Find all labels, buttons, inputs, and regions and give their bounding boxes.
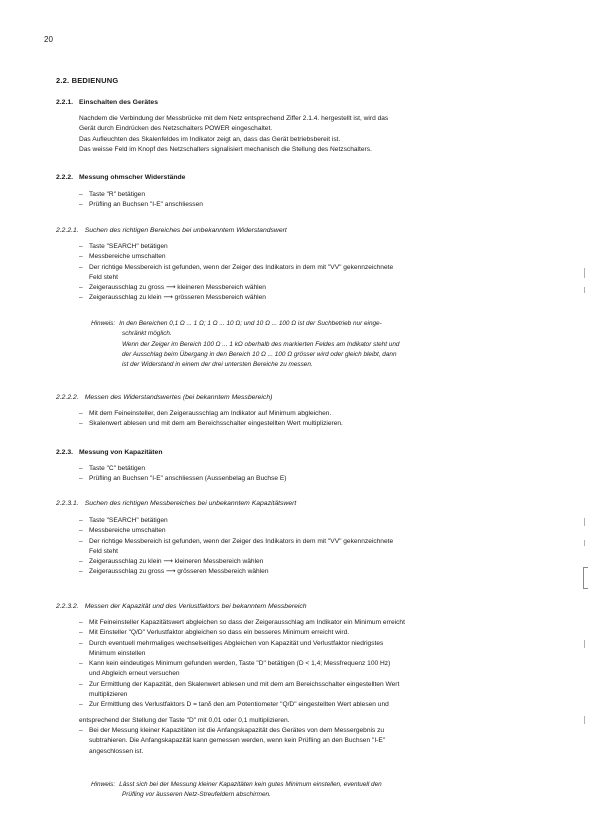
heading-2-2-3-1 [56, 499, 556, 509]
note-line: schränkt möglich. [122, 330, 172, 338]
list-item-text: Zur Ermittlung des Verlustfaktors D = tanδ den am Potentiometer "Q/D" eingestellten Wert ablesen und [89, 701, 389, 709]
note-2-2-2-1 [91, 319, 546, 370]
text-line: Gerät durch Eindrücken des Netzschalters POWER eingeschaltet. [79, 125, 273, 133]
list-item: – Prüfling an Buchsen "I-E" anschliessen [79, 200, 549, 210]
list-item [79, 680, 549, 701]
list-item [79, 659, 549, 680]
scan-mark [584, 518, 585, 526]
list-item: – Taste "C" betätigen [79, 464, 549, 474]
list-item-continuation: entsprechend der Stellung der Taste "D" mit 0,01 oder 0,1 multiplizieren. [79, 716, 290, 724]
heading-number: 2.2.2. [56, 174, 74, 181]
page-number: 20 [44, 35, 53, 44]
list-item-text: Zur Ermittlung der Kapazität, den Skalenwert ablesen und mit dem am Bereichsschalter eingestellten Wert [89, 680, 400, 688]
heading-text: Einschalten des Gerätes [79, 99, 158, 106]
list-item: – Taste "SEARCH" betätigen [79, 516, 549, 526]
heading-text: Messung von Kapazitäten [79, 449, 163, 456]
list-item-text: Der richtige Messbereich ist gefunden, wenn der Zeiger des Indikators in dem mit "VV" gekennzeichnete [89, 263, 394, 271]
list-item-continuation: Feld steht [89, 547, 118, 555]
list-item-text: Der richtige Messbereich ist gefunden, wenn der Zeiger des Indikators in dem mit "VV" gekennzeichnete [89, 537, 394, 545]
text-line: Das weisse Feld im Knopf des Netzschalters signalisiert mechanisch die Stellung des Netzschalters. [79, 145, 372, 153]
list-2-2-2 [79, 190, 549, 211]
list-item: – Taste "R" betätigen [79, 190, 549, 200]
list-2-2-3-1 [79, 516, 549, 578]
note-line: Prüfling vor äusseren Netz-Streufeldern abschirmen. [122, 791, 271, 799]
heading-2-2-2 [56, 173, 556, 183]
list-item-continuation: und Abgleich erneut versuchen [89, 670, 180, 678]
list-item: – Mit Einsteller "Q/D" Verlustfaktor abgleichen so dass ein besseres Minimum erreicht wird. [79, 628, 549, 638]
list-2-2-3 [79, 464, 549, 485]
heading-2-2-2-1 [56, 226, 556, 236]
list-item: – Mit dem Feineinsteller, den Zeigerausschlag am Indikator auf Minimum abgleichen. [79, 409, 549, 419]
heading-number: 2.2.2.1. [56, 227, 79, 234]
list-item: – Zeigerausschlag zu klein ⟶ kleineren Messbereich wählen [79, 557, 549, 567]
list-item-text: Kann kein eindeutiges Minimum gefunden werden, Taste "D" betätigen (D < 1,4; Messfrequenz 100 Hz) [89, 660, 391, 668]
note-line: In den Bereichen 0,1 Ω ... 1 Ω; 1 Ω ... 10 Ω; und 10 Ω ... 100 Ω ist der Suchbetrieb nur einge- [119, 320, 382, 327]
heading-text: Messen des Widerstandswertes (bei bekanntem Messbereich) [84, 394, 273, 401]
list-item: – Mit Feineinsteller Kapazitätswert abgleichen so dass der Zeigerausschlag am Indikator ein Minimum erreicht [79, 618, 549, 628]
list-item: – Taste "SEARCH" betätigen [79, 242, 549, 252]
list-item: – Prüfling an Buchsen "I-E" anschliessen (Aussenbelag an Buchse E) [79, 474, 549, 484]
scan-mark [584, 287, 585, 293]
list-item [79, 639, 549, 660]
heading-2-2-2-2 [56, 393, 556, 403]
list-item: – Zeigerausschlag zu gross ⟶ grösseren Messbereich wählen [79, 567, 549, 577]
list-item: – Zeigerausschlag zu gross ⟶ kleineren Messbereich wählen [79, 283, 549, 293]
list-item-continuation: angeschlossen ist. [89, 747, 144, 755]
list-item [79, 263, 549, 284]
scan-mark [584, 268, 585, 278]
heading-number: 2.2.3.1. [56, 500, 79, 507]
list-item: – Zeigerausschlag zu klein ⟶ grösseren Messbereich wählen [79, 293, 549, 303]
scan-mark [584, 640, 585, 648]
list-item [79, 700, 549, 726]
note-line: der Ausschlag beim Übergang in den Bereich 10 Ω ... 100 Ω grösser wird oder gleich bleibt, dann [122, 350, 397, 358]
list-item [79, 537, 549, 558]
section-title: 2.2. BEDIENUNG [56, 76, 119, 85]
heading-text: Suchen des richtigen Bereiches bei unbekanntem Widerstandswert [84, 227, 287, 234]
list-2-2-3-2 [79, 618, 549, 757]
margin-bracket [583, 567, 588, 589]
note-line: Wenn der Zeiger im Bereich 100 Ω ... 1 kΩ oberhalb des markierten Feldes am Indikator steht und [122, 340, 400, 348]
note-2-2-3-2 [91, 780, 546, 801]
list-item-continuation: Feld steht [89, 273, 118, 281]
list-item-continuation: subtrahieren. Die Anfangskapazität kann gemessen werden, wenn kein Prüfling an den Buchsen "I-E" [89, 737, 386, 745]
heading-text: Suchen des richtigen Messbereiches bei unbekanntem Kapazitätswert [84, 500, 297, 507]
heading-text: Messen der Kapazität und des Verlustfaktors bei bekanntem Messbereich [84, 603, 307, 610]
list-item: – Messbereiche umschalten [79, 252, 549, 262]
heading-text: Messung ohmscher Widerstände [79, 174, 186, 181]
list-2-2-2-2 [79, 409, 549, 430]
list-item-text: Durch eventuell mehrmaliges wechselseitiges Abgleichen von Kapazität und Verlustfaktor niedrigstes [89, 639, 384, 647]
list-item-continuation: Minimum einstellen [89, 649, 146, 657]
heading-number: 2.2.2.2. [56, 394, 79, 401]
heading-2-2-3-2 [56, 602, 556, 612]
scan-mark [584, 540, 585, 546]
heading-2-2-1 [56, 98, 556, 108]
list-item: – Skalenwert ablesen und mit dem am Bereichsschalter eingestellten Wert multiplizieren. [79, 419, 549, 429]
paragraph-2-2-1 [79, 114, 549, 155]
scan-mark [584, 716, 585, 724]
note-line: ist der Widerstand in einem der drei untersten Bereiche zu messen. [122, 361, 313, 369]
note-label: Hinweis: [91, 320, 116, 327]
list-2-2-2-1 [79, 242, 549, 304]
list-item-text: Bei der Messung kleiner Kapazitäten ist die Anfangskapazität des Gerätes von dem Messergebnis zu [89, 726, 385, 734]
text-line: Das Aufleuchten des Skalenfeldes im Indikator zeigt an, dass das Gerät betriebsbereit ist. [79, 135, 341, 143]
note-label: Hinweis: [91, 781, 116, 788]
heading-number: 2.2.3. [56, 449, 74, 456]
heading-number: 2.2.1. [56, 99, 74, 106]
list-item [79, 726, 549, 757]
note-line: Lässt sich bei der Messung kleiner Kapazitäten kein gutes Minimum einstellen, eventuell den [119, 781, 382, 788]
list-item: – Messbereiche umschalten [79, 526, 549, 536]
heading-number: 2.2.3.2. [56, 603, 79, 610]
heading-2-2-3 [56, 448, 556, 458]
text-line: Nachdem die Verbindung der Messbrücke mit dem Netz entsprechend Ziffer 2.1.4. hergestellt ist, wird das [79, 115, 389, 122]
list-item-continuation: multiplizieren [89, 691, 128, 699]
